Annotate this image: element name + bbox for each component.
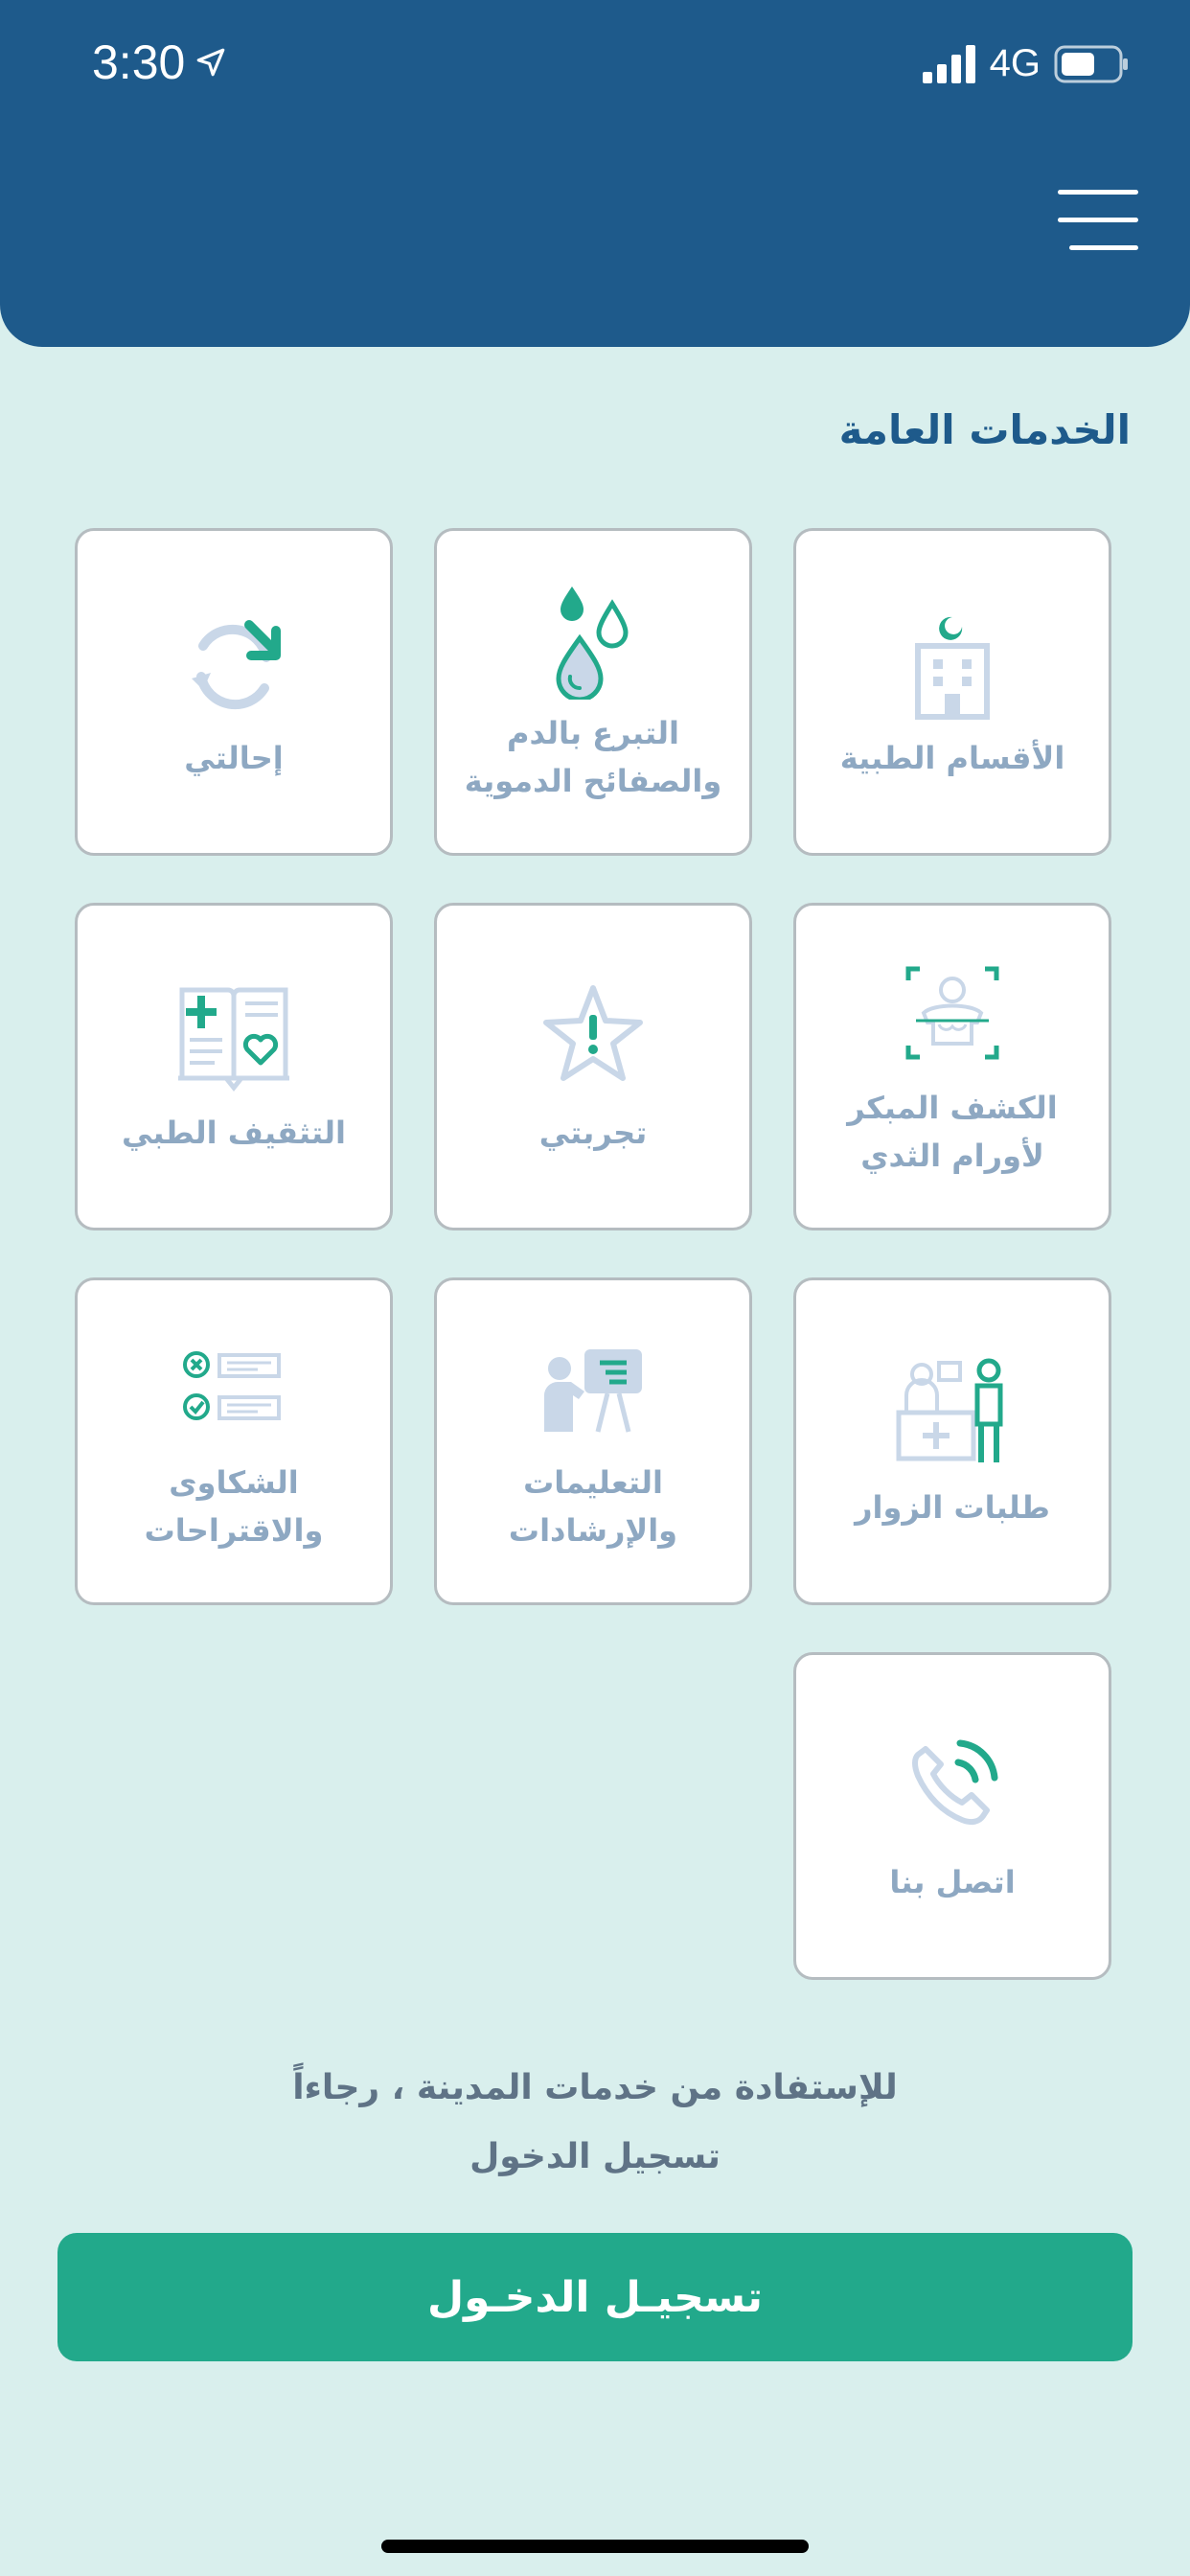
service-label: إحالتي [184, 740, 284, 776]
service-tile-breast-screening[interactable] [793, 903, 1111, 1230]
status-time-text: 3:30 [92, 35, 186, 89]
login-prompt-line1: للإستفادة من خدمات المدينة ، رجاءاً [292, 2068, 898, 2107]
service-tile-my-experience[interactable] [434, 903, 752, 1230]
location-arrow-icon [195, 46, 227, 79]
service-tile-blood-donation[interactable] [434, 528, 752, 856]
status-indicators [923, 42, 1129, 85]
breast-scan-icon [904, 965, 1000, 1061]
service-label: تجربتي [538, 1115, 648, 1151]
login-button[interactable]: تسجيـل الدخـول [57, 2233, 1133, 2361]
service-label: الكشف المبكر لأورام الثدي [847, 1090, 1058, 1174]
hospital-building-icon [904, 615, 1000, 721]
hamburger-menu-icon [1058, 190, 1138, 251]
service-tile-visitor-requests[interactable] [793, 1277, 1111, 1605]
phone-call-icon [904, 1734, 1000, 1829]
service-label: الشكاوى والاقتراحات [144, 1464, 324, 1549]
refresh-arrows-icon [184, 617, 284, 717]
app-header [0, 0, 1190, 347]
service-label: اتصل بنا [889, 1864, 1016, 1900]
service-label: التعليمات والإرشادات [508, 1464, 678, 1549]
medical-book-icon [176, 982, 291, 1093]
network-label: 4G [989, 42, 1041, 84]
visitor-desk-icon [895, 1357, 1010, 1468]
star-alert-icon [540, 982, 646, 1086]
service-tile-complaints[interactable] [75, 1277, 393, 1605]
service-label: الأقسام الطبية [839, 740, 1065, 776]
service-tile-medical-departments[interactable] [793, 528, 1111, 856]
battery-icon [1054, 45, 1129, 83]
blood-drops-icon [545, 585, 641, 700]
section-title: الخدمات العامة [838, 406, 1131, 453]
service-tile-contact-us[interactable] [793, 1652, 1111, 1980]
home-indicator [381, 2540, 809, 2553]
service-label: طلبات الزوار [855, 1489, 1050, 1526]
service-label: التثقيف الطبي [121, 1115, 347, 1151]
service-tile-instructions[interactable] [434, 1277, 752, 1605]
checklist-icon [181, 1347, 286, 1434]
status-time [92, 34, 227, 90]
service-tile-health-education[interactable] [75, 903, 393, 1230]
presentation-board-icon [540, 1346, 646, 1441]
service-tile-referrals[interactable] [75, 528, 393, 856]
login-prompt-line2: تسجيل الدخول [469, 2137, 721, 2176]
hamburger-menu-button[interactable] [1058, 190, 1138, 251]
signal-bars-icon [923, 45, 976, 83]
service-label: التبرع بالدم والصفائح الدموية [464, 715, 722, 799]
